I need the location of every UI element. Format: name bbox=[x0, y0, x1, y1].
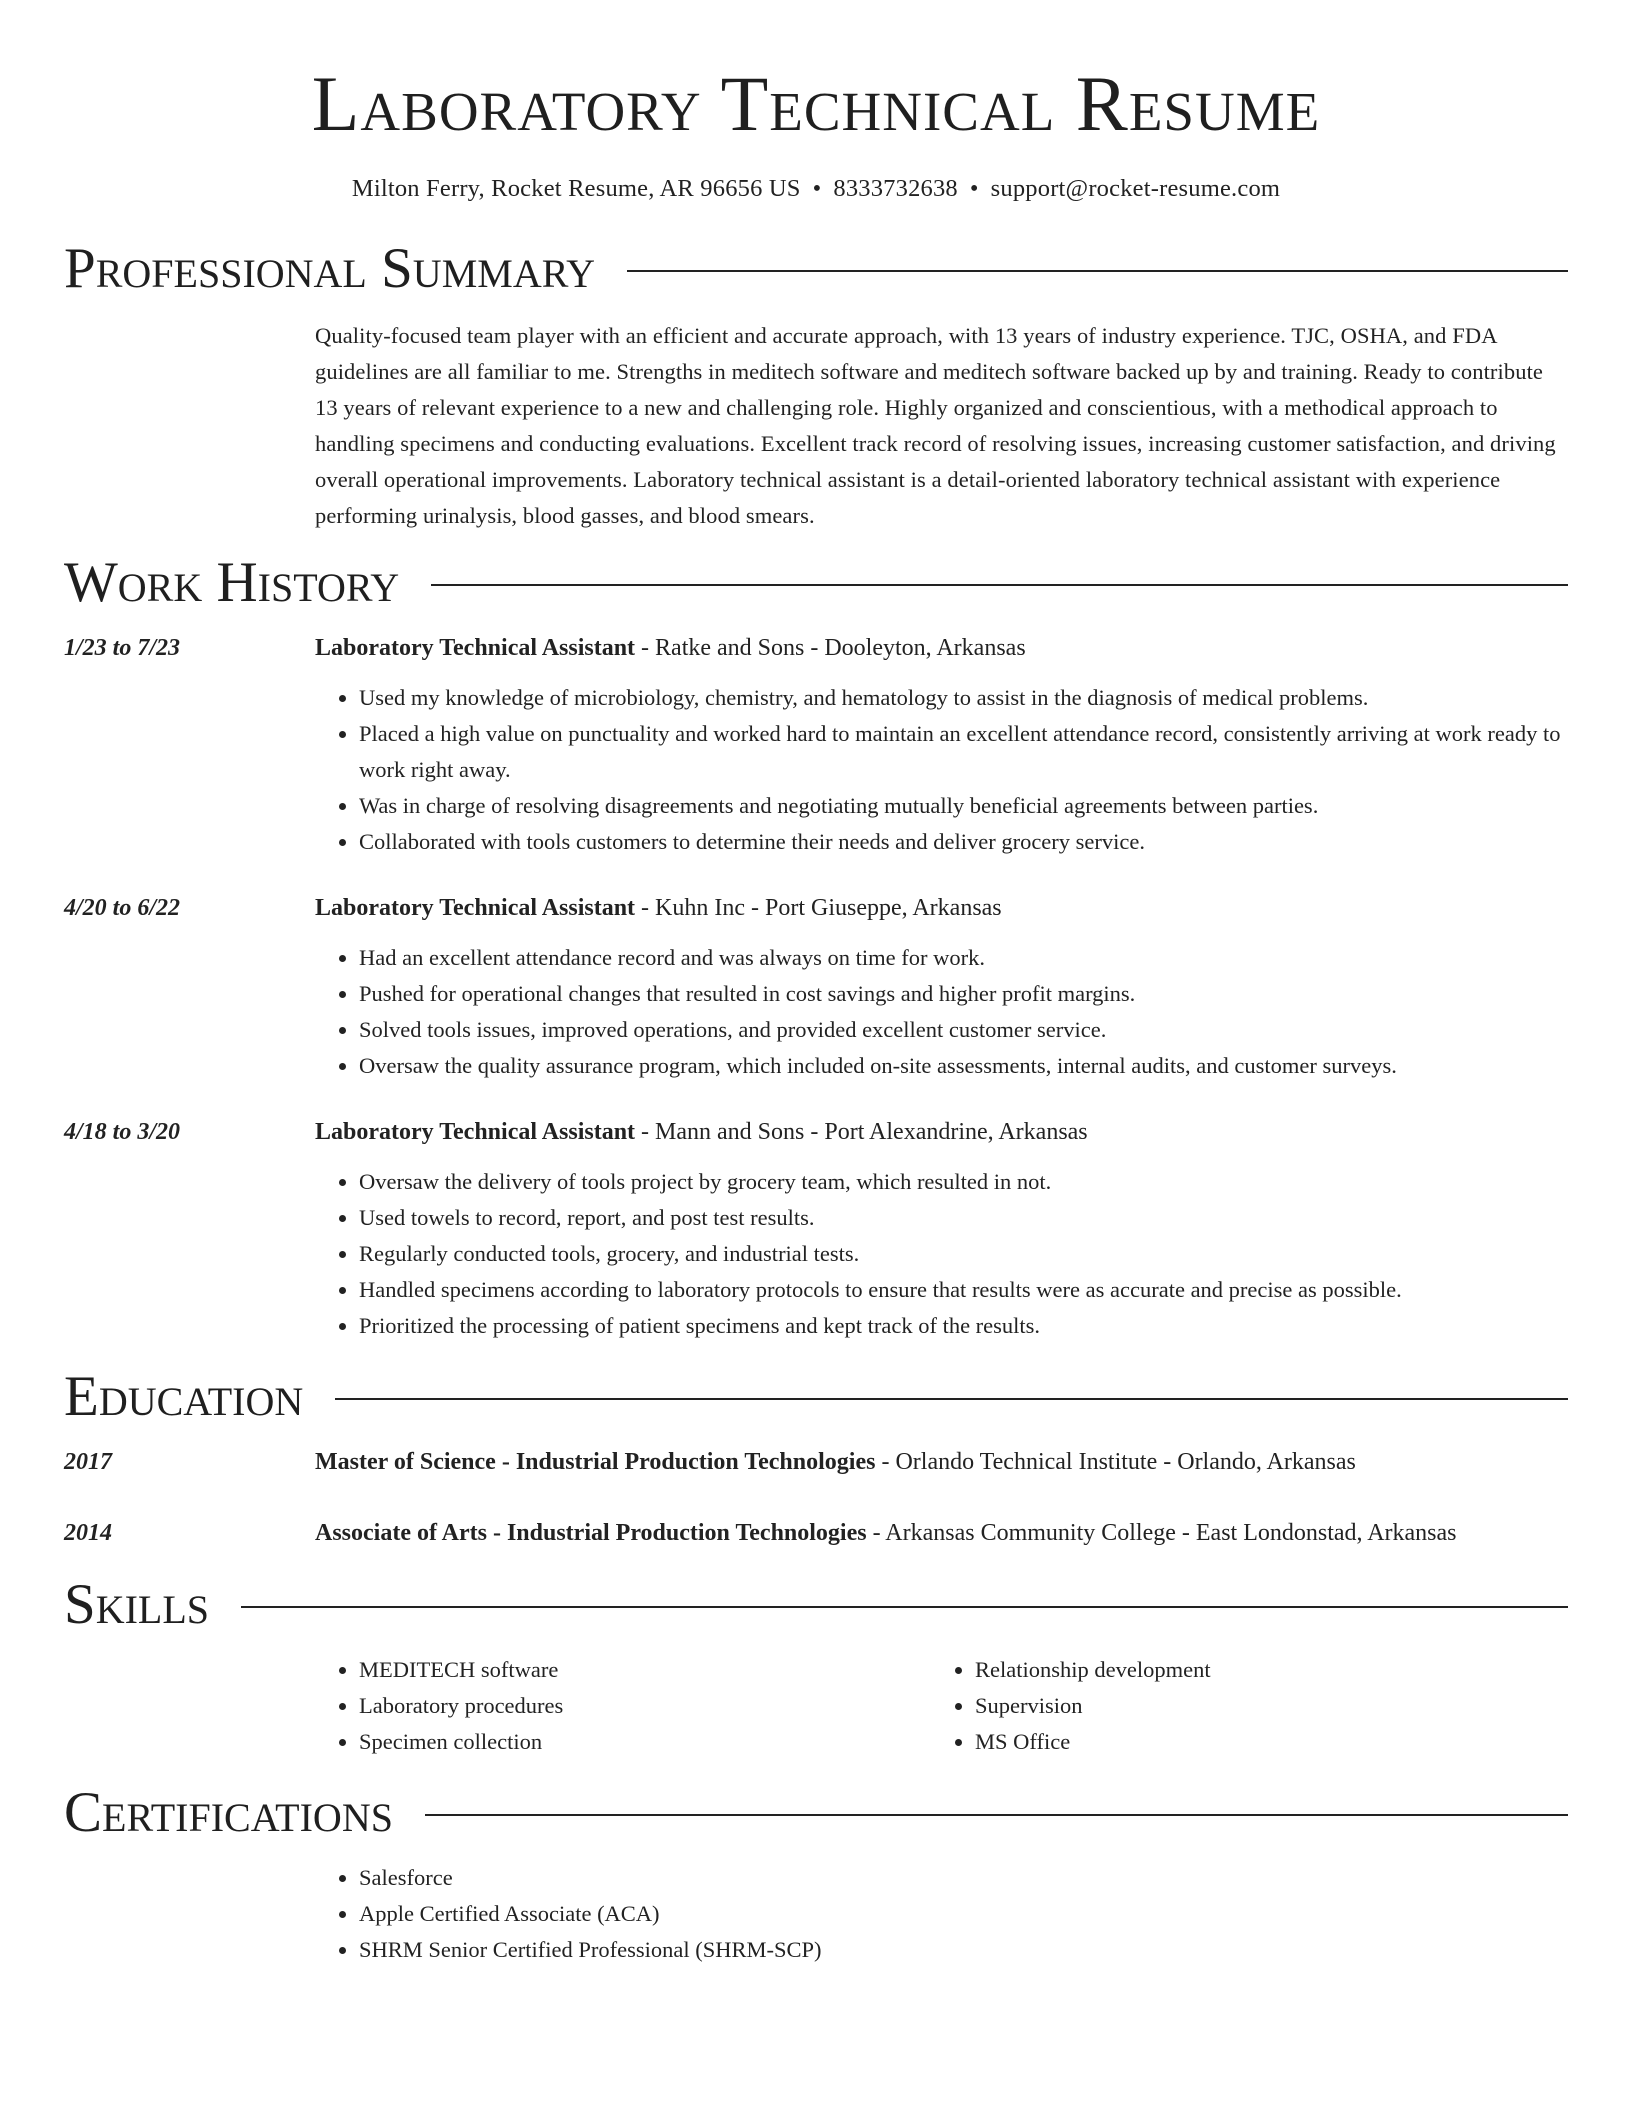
education-details: - Arkansas Community College - East Londonstad, Arkansas bbox=[866, 1520, 1457, 1546]
job-bullet: • Used towels to record, report, and post test results. bbox=[359, 1200, 1568, 1236]
certifications-section bbox=[64, 1781, 1568, 1968]
job-heading-line bbox=[315, 890, 1568, 926]
job-title: Laboratory Technical Assistant bbox=[315, 895, 636, 921]
skill-item: • MEDITECH software bbox=[359, 1652, 931, 1688]
skills-section bbox=[64, 1573, 1568, 1760]
resume-page bbox=[64, 0, 1568, 1968]
education-entry bbox=[64, 1515, 1568, 1552]
contact-separator: • bbox=[969, 175, 979, 202]
education-degree: Associate of Arts - Industrial Production Technologies bbox=[315, 1520, 867, 1546]
section-header bbox=[64, 1365, 1568, 1428]
education-degree: Master of Science - Industrial Production Technologies bbox=[315, 1449, 876, 1475]
section-header bbox=[64, 1573, 1568, 1636]
education-year: 2014 bbox=[64, 1520, 112, 1546]
job-body bbox=[315, 630, 1568, 860]
job-bullet: • Oversaw the delivery of tools project by grocery team, which resulted in not. bbox=[359, 1164, 1568, 1200]
contact-line bbox=[64, 174, 1568, 204]
skills-column-left bbox=[315, 1652, 931, 1760]
contact-address: Milton Ferry, Rocket Resume, AR 96656 US bbox=[351, 175, 801, 202]
job-bullet: • Solved tools issues, improved operations, and provided excellent customer service. bbox=[359, 1012, 1568, 1048]
job-bullet: • Collaborated with tools customers to determine their needs and deliver grocery service. bbox=[359, 824, 1568, 860]
job-bullet: • Regularly conducted tools, grocery, and industrial tests. bbox=[359, 1236, 1568, 1272]
section-header bbox=[64, 237, 1568, 300]
section-divider bbox=[431, 584, 1568, 586]
section-header bbox=[64, 551, 1568, 614]
job-bullets bbox=[315, 1164, 1568, 1344]
section-divider bbox=[425, 1814, 1568, 1816]
job-bullet: • Handled specimens according to laboratory protocols to ensure that results were as accurate and precise as possible. bbox=[359, 1272, 1568, 1308]
contact-phone: 8333732638 bbox=[833, 175, 958, 202]
job-details: - Ratke and Sons - Dooleyton, Arkansas bbox=[635, 635, 1026, 661]
contact-email: support@rocket-resume.com bbox=[990, 175, 1281, 202]
resume-title: Laboratory Technical Resume bbox=[311, 60, 1321, 147]
education-body bbox=[315, 1444, 1568, 1481]
job-bullets bbox=[315, 680, 1568, 860]
certification-item: • Salesforce bbox=[359, 1860, 1568, 1896]
job-dates: 4/18 to 3/20 bbox=[64, 1119, 181, 1145]
job-heading-line bbox=[315, 1114, 1568, 1150]
section-header bbox=[64, 1781, 1568, 1844]
certifications-block bbox=[315, 1860, 1568, 1968]
work-history-section bbox=[64, 551, 1568, 1344]
skill-item: • Relationship development bbox=[975, 1652, 1547, 1688]
certification-item: • Apple Certified Associate (ACA) bbox=[359, 1896, 1568, 1932]
job-bullets bbox=[315, 940, 1568, 1084]
skill-item: • Laboratory procedures bbox=[359, 1688, 931, 1724]
job-entry bbox=[64, 890, 1568, 1084]
skills-heading: Skills bbox=[64, 1573, 210, 1636]
certification-item: • SHRM Senior Certified Professional (SHRM-SCP) bbox=[359, 1932, 1568, 1968]
job-bullet: • Placed a high value on punctuality and worked hard to maintain an excellent attendance record, consistently arriving at work ready to work right away. bbox=[359, 716, 1568, 788]
summary-section bbox=[64, 237, 1568, 534]
education-entry bbox=[64, 1444, 1568, 1481]
section-divider bbox=[241, 1606, 1568, 1608]
job-title: Laboratory Technical Assistant bbox=[315, 635, 636, 661]
job-list bbox=[64, 630, 1568, 1344]
certifications-list bbox=[315, 1860, 1568, 1968]
job-entry bbox=[64, 630, 1568, 860]
job-bullet: • Oversaw the quality assurance program, which included on-site assessments, internal audits, and customer surveys. bbox=[359, 1048, 1568, 1084]
education-list bbox=[64, 1444, 1568, 1552]
section-divider bbox=[335, 1398, 1568, 1400]
job-heading-line bbox=[315, 630, 1568, 666]
contact-separator: • bbox=[812, 175, 822, 202]
job-bullet: • Was in charge of resolving disagreements and negotiating mutually beneficial agreements between parties. bbox=[359, 788, 1568, 824]
education-line bbox=[315, 1515, 1568, 1552]
skills-list-right bbox=[931, 1652, 1547, 1760]
education-details: - Orlando Technical Institute - Orlando, Arkansas bbox=[875, 1449, 1356, 1475]
skill-item: • Supervision bbox=[975, 1688, 1547, 1724]
job-bullet: • Used my knowledge of microbiology, chemistry, and hematology to assist in the diagnosis of medical problems. bbox=[359, 680, 1568, 716]
job-details: - Kuhn Inc - Port Giuseppe, Arkansas bbox=[635, 895, 1002, 921]
job-entry bbox=[64, 1114, 1568, 1344]
job-bullet: • Prioritized the processing of patient specimens and kept track of the results. bbox=[359, 1308, 1568, 1344]
job-title: Laboratory Technical Assistant bbox=[315, 1119, 636, 1145]
job-dates: 1/23 to 7/23 bbox=[64, 635, 181, 661]
education-body bbox=[315, 1515, 1568, 1552]
skill-item: • Specimen collection bbox=[359, 1724, 931, 1760]
education-line bbox=[315, 1444, 1568, 1481]
job-body bbox=[315, 1114, 1568, 1344]
work-history-heading: Work History bbox=[64, 551, 400, 614]
skills-columns bbox=[315, 1652, 1568, 1760]
skills-list-left bbox=[315, 1652, 931, 1760]
job-bullet: • Pushed for operational changes that resulted in cost savings and higher profit margins. bbox=[359, 976, 1568, 1012]
job-body bbox=[315, 890, 1568, 1084]
skill-item: • MS Office bbox=[975, 1724, 1547, 1760]
certifications-heading: Certifications bbox=[64, 1781, 393, 1844]
job-bullet: • Had an excellent attendance record and was always on time for work. bbox=[359, 940, 1568, 976]
section-divider bbox=[627, 270, 1568, 272]
skills-column-right bbox=[931, 1652, 1547, 1760]
job-dates: 4/20 to 6/22 bbox=[64, 895, 181, 921]
summary-text: Quality-focused team player with an efficient and accurate approach, with 13 years of industry experience. TJC, OSHA, and FDA guidelines are all familiar to me. Strengths in meditech software and meditech software backed up by and training. Ready to contribute 13 years of relevant experience to a new and challenging role. Highly organized and conscientious, with a methodical approach to handling specimens and conducting evaluations. Excellent track record of resolving issues, increasing customer satisfaction, and driving overall operational improvements. Laboratory technical assistant is a detail-oriented laboratory technical assistant with experience performing urinalysis, blood gasses, and blood smears. bbox=[315, 323, 1556, 528]
education-section bbox=[64, 1365, 1568, 1552]
summary-heading: Professional Summary bbox=[64, 237, 596, 300]
education-heading: Education bbox=[64, 1365, 304, 1428]
job-details: - Mann and Sons - Port Alexandrine, Arkansas bbox=[635, 1119, 1088, 1145]
education-year: 2017 bbox=[64, 1449, 112, 1475]
